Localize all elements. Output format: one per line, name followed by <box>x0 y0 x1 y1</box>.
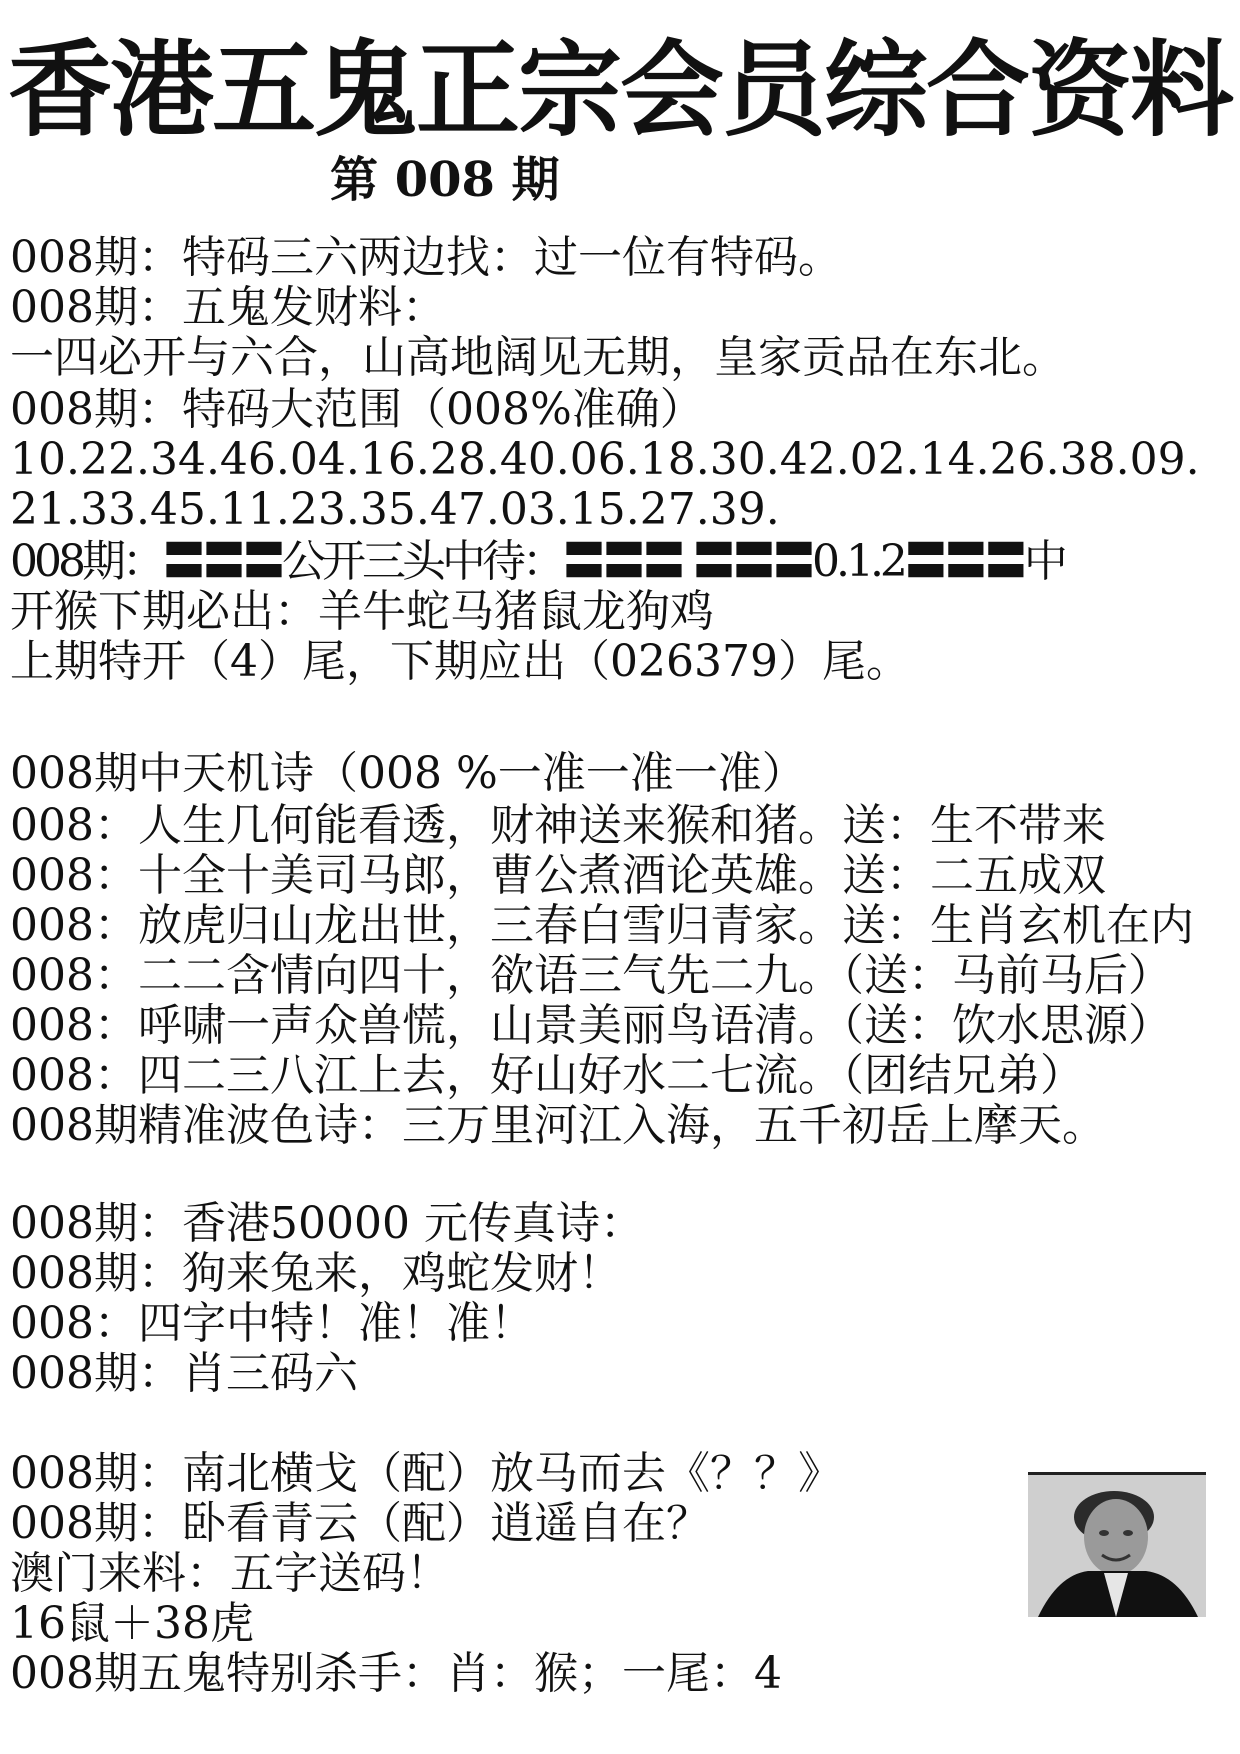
line-macau-heading: 澳门来料：五字送码！ <box>10 1548 450 1599</box>
poem-line: 008：二二含情向四十，欲语三气先二九。（送：马前马后） <box>10 950 1172 1001</box>
line-numbers-row-2: 21.33.45.11.23.35.47.03.15.27.39. <box>10 484 780 535</box>
line-numbers-row-1: 10.22.34.46.04.16.28.40.06.18.30.42.02.14.26.38.09. <box>10 434 1200 485</box>
line-fortune-poem: 一四必开与六合，山高地阔见无期，皇家贡品在东北。 <box>10 332 1066 383</box>
poem-line: 008：放虎归山龙出世，三春白雪归青家。送：生肖玄机在内 <box>10 900 1194 951</box>
line-fax-poem-heading: 008期：香港50000 元传真诗： <box>10 1198 644 1249</box>
poem-line: 008：四二三八江上去，好山好水二七流。（团结兄弟） <box>10 1050 1084 1101</box>
line-three-heads: 008期：〓〓〓公开三头中待：〓〓〓 〓〓〓0.1.2〓〓〓中 <box>10 536 1064 587</box>
line-range-heading: 008期：特码大范围（008%准确） <box>10 384 704 435</box>
line-killer: 008期五鬼特别杀手：肖：猴；一尾：4 <box>10 1648 782 1699</box>
line-tail-numbers: 上期特开（4）尾，下期应出（026379）尾。 <box>10 636 910 687</box>
portrait-illustration <box>1028 1475 1206 1617</box>
poem-line: 008：十全十美司马郎，曹公煮酒论英雄。送：二五成双 <box>10 850 1106 901</box>
line-wave-color-poem: 008期精准波色诗：三万里河江入海，五千初岳上摩天。 <box>10 1100 1106 1151</box>
issue-number: 第 008 期 <box>330 152 560 208</box>
poem-line: 008：呼啸一声众兽慌，山景美丽鸟语清。（送：饮水思源） <box>10 1000 1172 1051</box>
page-title: 香港五鬼正宗会员综合资料 <box>8 29 1233 151</box>
line-riddle-2: 008期：卧看青云（配）逍遥自在？ <box>10 1498 710 1549</box>
line-poem-heading: 008期中天机诗（008 %一准一准一准） <box>10 748 806 799</box>
poem-line: 008：人生几何能看透，财神送来猴和猪。送：生不带来 <box>10 800 1106 851</box>
line-fax-poem-1: 008期：狗来兔来，鸡蛇发财！ <box>10 1248 622 1299</box>
line-zodiac-list: 开猴下期必出：羊牛蛇马猪鼠龙狗鸡 <box>10 586 714 637</box>
line-special-code-hint: 008期：特码三六两边找：过一位有特码。 <box>10 232 842 283</box>
line-wugui-fortune-heading: 008期：五鬼发财料： <box>10 282 446 333</box>
line-macau-numbers: 16鼠＋38虎 <box>10 1598 254 1649</box>
portrait-photo <box>1028 1472 1206 1617</box>
line-fax-poem-3: 008期：肖三码六 <box>10 1348 358 1399</box>
line-riddle-1: 008期：南北横戈（配）放马而去《？？》 <box>10 1448 842 1499</box>
line-fax-poem-2: 008：四字中特！准！准！ <box>10 1298 534 1349</box>
